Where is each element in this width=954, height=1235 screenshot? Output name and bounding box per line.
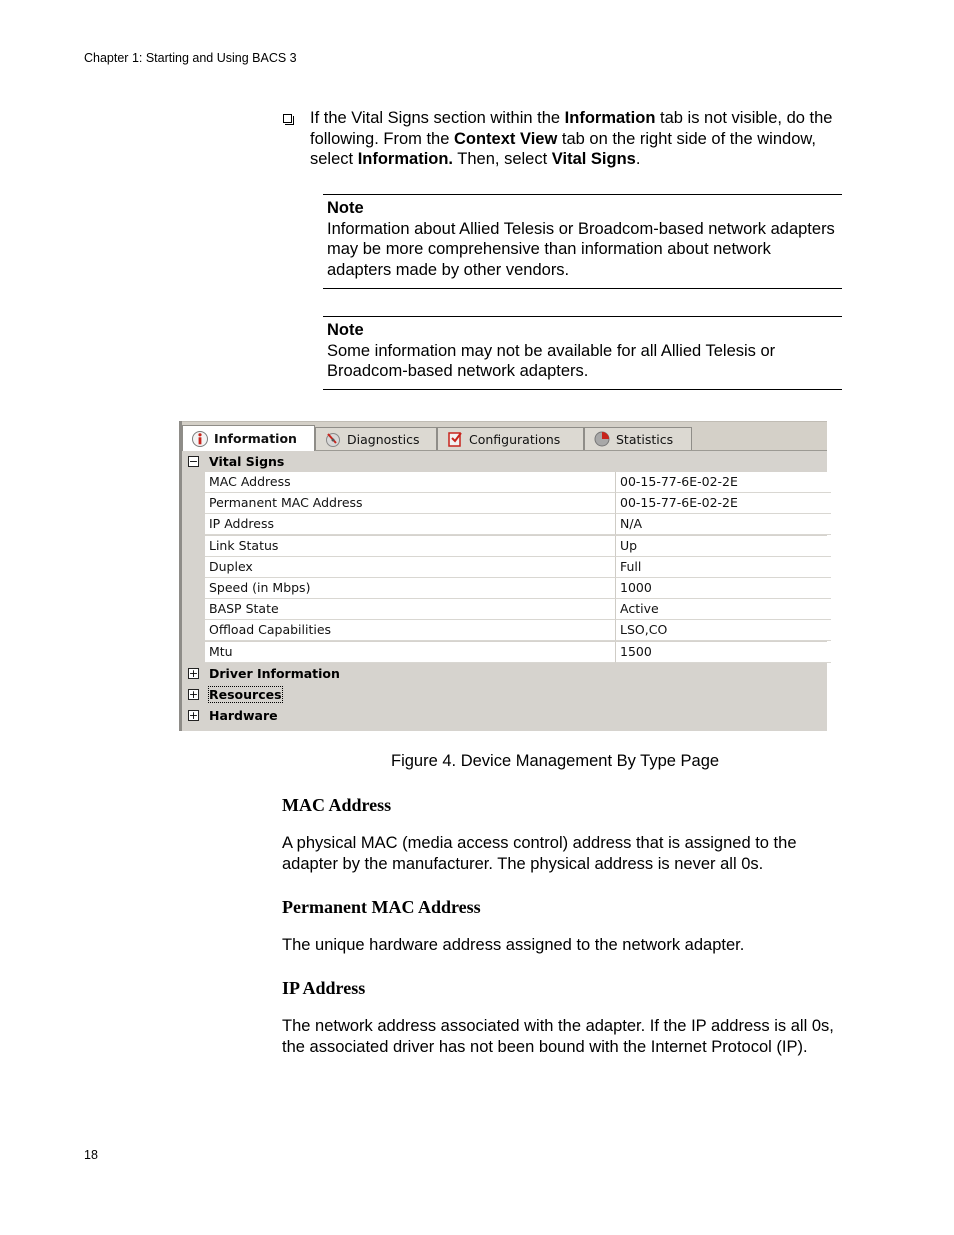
section-text: The network address associated with the adapter. If the IP address is all 0s, the associated driver has not been bound with the Internet Protocol (IP).: [282, 1017, 834, 1056]
info-icon: [191, 430, 209, 448]
property-name: Offload Capabilities: [205, 620, 616, 641]
page-header: Chapter 1: Starting and Using BACS 3: [84, 51, 297, 65]
bullet-bold-context-view: Context View: [453, 129, 558, 148]
property-value: 1500: [616, 642, 831, 663]
tab-information[interactable]: [182, 425, 315, 451]
tab-bar: [182, 421, 827, 451]
page-number: 18: [84, 1148, 98, 1162]
bullet-text-3: tab on the right side of the window, select: [310, 129, 816, 168]
section-resources[interactable]: [182, 684, 827, 705]
property-name: BASP State: [205, 599, 616, 620]
section-heading: IP Address: [282, 978, 366, 998]
bullet-checkbox-icon: [283, 114, 292, 123]
section-heading: Permanent MAC Address: [282, 897, 481, 917]
device-management-panel: [179, 421, 827, 731]
property-row[interactable]: [182, 557, 827, 578]
property-row[interactable]: [182, 578, 827, 599]
tab-label: Diagnostics: [347, 431, 420, 447]
expand-icon[interactable]: +: [188, 666, 199, 680]
property-name: Link Status: [205, 536, 616, 557]
property-value: Up: [616, 536, 831, 557]
note-title: Note: [327, 199, 364, 217]
configurations-icon: [446, 430, 464, 448]
section-label: Hardware: [209, 707, 278, 723]
bullet-bold-information-2: Information.: [357, 150, 454, 168]
section-driver-information[interactable]: [182, 663, 827, 684]
property-name: IP Address: [205, 514, 616, 535]
property-row[interactable]: [182, 642, 827, 663]
bullet-bold-vital-signs: Vital Signs: [551, 150, 636, 168]
property-value: 1000: [616, 578, 831, 599]
property-grid: [182, 451, 827, 726]
note-title: Note: [327, 321, 364, 339]
section-text: A physical MAC (media access control) address that is assigned to the adapter by the manufacturer. The physical address is never all 0s.: [282, 834, 797, 873]
note-box: [323, 194, 842, 289]
property-value: 00-15-77-6E-02-2E: [616, 472, 831, 493]
expand-icon[interactable]: +: [188, 687, 199, 701]
section-text: The unique hardware address assigned to the network adapter.: [282, 936, 745, 954]
property-row[interactable]: [182, 472, 827, 493]
property-value: N/A: [616, 514, 831, 535]
section-hardware[interactable]: [182, 705, 827, 726]
figure-caption: Figure 4. Device Management By Type Page: [391, 752, 720, 770]
bullet-text-2: tab is not visible, do the following. From the: [310, 109, 833, 148]
property-row[interactable]: [182, 493, 827, 514]
property-row[interactable]: [182, 514, 827, 535]
tab-configurations[interactable]: [437, 427, 584, 450]
bullet-text-5: .: [635, 150, 641, 168]
section-heading: MAC Address: [282, 795, 392, 815]
property-row[interactable]: [182, 620, 827, 641]
note-text: Information about Allied Telesis or Broadcom-based network adapters may be more comprehensive than information about network adapters made by other vendors.: [327, 219, 835, 279]
note-text: Some information may not be available for all Allied Telesis or Broadcom-based network adapters.: [327, 341, 776, 380]
section-label: Driver Information: [209, 665, 340, 681]
property-value: LSO,CO: [616, 620, 831, 641]
statistics-icon: [593, 430, 611, 448]
bullet-text-4: Then, select: [453, 150, 552, 168]
tab-statistics[interactable]: [584, 427, 692, 450]
property-name: Permanent MAC Address: [205, 493, 616, 514]
instruction-bullet: [310, 108, 840, 170]
bullet-text-1: If the Vital Signs section within the: [310, 109, 565, 127]
tab-label: Information: [214, 431, 297, 446]
section-vital-signs[interactable]: [182, 451, 827, 472]
property-value: 00-15-77-6E-02-2E: [616, 493, 831, 514]
property-name: Duplex: [205, 557, 616, 578]
property-value: Full: [616, 557, 831, 578]
expand-icon[interactable]: +: [188, 708, 199, 722]
section-label: Resources: [209, 686, 282, 702]
property-name: Speed (in Mbps): [205, 578, 616, 599]
tab-diagnostics[interactable]: [315, 427, 437, 450]
property-value: Active: [616, 599, 831, 620]
note-box: [323, 316, 842, 390]
collapse-icon[interactable]: −: [188, 455, 199, 468]
property-row[interactable]: [182, 536, 827, 557]
tab-label: Configurations: [469, 431, 561, 447]
property-name: Mtu: [205, 642, 616, 663]
bullet-bold-information: Information: [564, 109, 656, 127]
tab-label: Statistics: [616, 431, 674, 447]
property-name: MAC Address: [205, 472, 616, 493]
property-row[interactable]: [182, 599, 827, 620]
diagnostics-icon: [324, 430, 342, 448]
section-label: Vital Signs: [209, 454, 285, 469]
